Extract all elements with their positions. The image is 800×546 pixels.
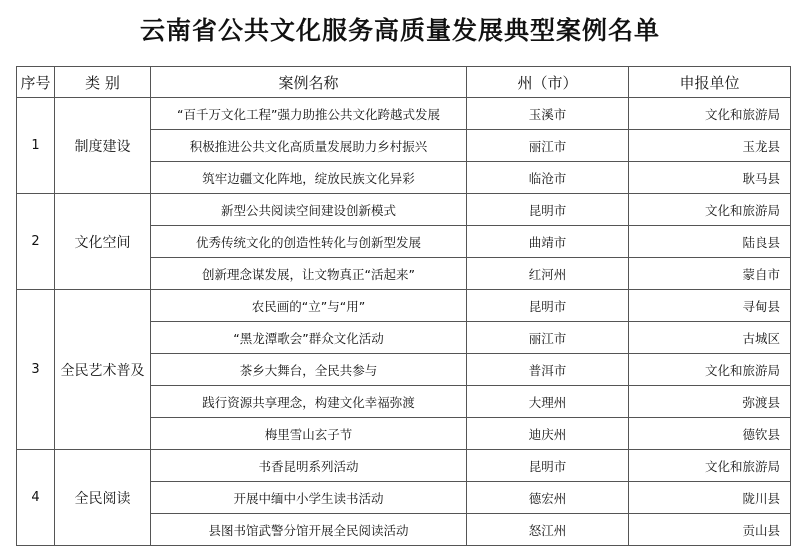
case-name-cell: “百千万文化工程”强力助推公共文化跨越式发展 [151,98,467,130]
prefecture-cell: 丽江市 [467,130,629,162]
table-header-row [17,67,791,98]
header-applicant: 申报单位 [629,67,791,98]
document-title: 云南省公共文化服务高质量发展典型案例名单 [139,16,660,45]
applicant-cell: 弥渡县 [629,386,791,418]
applicant-cell: 文化和旅游局 [629,450,791,482]
prefecture-cell: 红河州 [467,258,629,290]
case-name-cell: 筑牢边疆文化阵地，绽放民族文化异彩 [151,162,467,194]
table-row [17,194,791,226]
applicant-cell: 文化和旅游局 [629,98,791,130]
prefecture-cell: 大理州 [467,386,629,418]
case-name-cell: 县图书馆武警分馆开展全民阅读活动 [151,514,467,546]
applicant-cell: 文化和旅游局 [629,194,791,226]
case-name-cell: 践行资源共享理念，构建文化幸福弥渡 [151,386,467,418]
table-row [17,98,791,130]
case-name-cell: 茶乡大舞台，全民共参与 [151,354,467,386]
case-name-cell: 创新理念谋发展，让文物真正“活起来” [151,258,467,290]
prefecture-cell: 普洱市 [467,354,629,386]
header-case-name: 案例名称 [151,67,467,98]
table-row [17,450,791,482]
applicant-cell: 耿马县 [629,162,791,194]
prefecture-cell: 丽江市 [467,322,629,354]
case-name-cell: 开展中缅中小学生读书活动 [151,482,467,514]
applicant-cell: 寻甸县 [629,290,791,322]
case-name-cell: 积极推进公共文化高质量发展助力乡村振兴 [151,130,467,162]
case-list-table [16,66,791,546]
prefecture-cell: 临沧市 [467,162,629,194]
category-cell: 全民阅读 [55,450,151,546]
prefecture-cell: 怒江州 [467,514,629,546]
applicant-cell: 德钦县 [629,418,791,450]
table-body [17,98,791,546]
prefecture-cell: 曲靖市 [467,226,629,258]
category-cell: 文化空间 [55,194,151,290]
category-cell: 制度建设 [55,98,151,194]
row-index: 4 [17,450,55,546]
prefecture-cell: 昆明市 [467,194,629,226]
prefecture-cell: 玉溪市 [467,98,629,130]
applicant-cell: 古城区 [629,322,791,354]
prefecture-cell: 昆明市 [467,450,629,482]
applicant-cell: 蒙自市 [629,258,791,290]
applicant-cell: 陆良县 [629,226,791,258]
category-cell: 全民艺术普及 [55,290,151,450]
case-name-cell: 新型公共阅读空间建设创新模式 [151,194,467,226]
case-name-cell: 梅里雪山玄子节 [151,418,467,450]
applicant-cell: 文化和旅游局 [629,354,791,386]
header-category: 类 别 [55,67,151,98]
header-prefecture: 州（市） [467,67,629,98]
case-name-cell: 优秀传统文化的创造性转化与创新型发展 [151,226,467,258]
row-index: 3 [17,290,55,450]
prefecture-cell: 德宏州 [467,482,629,514]
applicant-cell: 玉龙县 [629,130,791,162]
header-index: 序号 [17,67,55,98]
applicant-cell: 贡山县 [629,514,791,546]
prefecture-cell: 昆明市 [467,290,629,322]
case-name-cell: 书香昆明系列活动 [151,450,467,482]
table-row [17,290,791,322]
applicant-cell: 陇川县 [629,482,791,514]
case-name-cell: 农民画的“立”与“用” [151,290,467,322]
prefecture-cell: 迪庆州 [467,418,629,450]
row-index: 1 [17,98,55,194]
case-name-cell: “黑龙潭歌会”群众文化活动 [151,322,467,354]
row-index: 2 [17,194,55,290]
